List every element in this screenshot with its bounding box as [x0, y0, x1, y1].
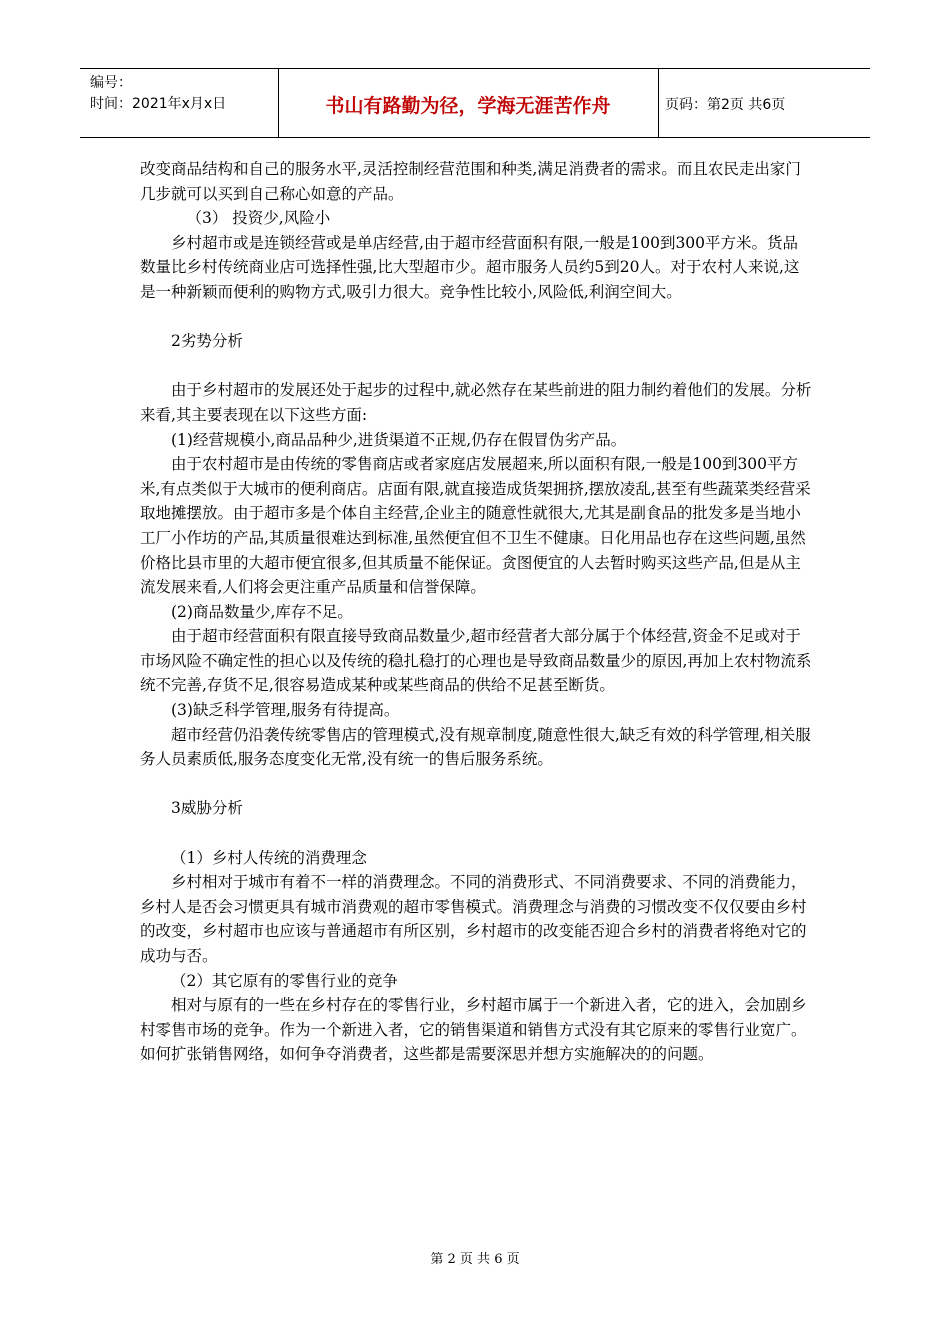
- page-header: [80, 68, 870, 138]
- paragraph-threat-1: 乡村相对于城市有着不一样的消费理念。不同的消费形式、不同消费要求、不同的消费能力，乡村人是否会习惯更具有城市消费观的超市零售模式。消费理念与消费的习惯改变不仅仅要由乡村的改变，乡村超市也应该与普通超市有所区别，乡村超市的改变能否迎合乡村的消费者将绝对它的成功与否。: [140, 873, 807, 965]
- document-body: [140, 157, 812, 1067]
- section-heading-threat: 3威胁分析: [171, 799, 243, 818]
- header-time-label: 时间：2021年x月x日: [90, 96, 227, 112]
- blank-line: [140, 821, 812, 846]
- paragraph-investment: 乡村超市或是连锁经营或是单店经营,由于超市经营面积有限,一般是100到300平方米。货品数量比乡村传统商业店可选择性强,比大型超市少。超市服务人员约5到20人。对于农村人来说,这是一种新颖而便利的购物方式,吸引力很大。竞争性比较小,风险低,利润空间大。: [140, 233, 800, 301]
- subheading-weakness-2: (2)商品数量少,库存不足。: [171, 602, 353, 621]
- paragraph-threat-2: 相对与原有的一些在乡村存在的零售行业，乡村超市属于一个新进入者，它的进入，会加剧乡村零售市场的竞争。作为一个新进入者，它的销售渠道和销售方式没有其它原来的零售行业宽广。如何扩张销售网络，如何争夺消费者，这些都是需要深思并想方实施解决的的问题。: [140, 996, 807, 1064]
- page-footer: 第 2 页 共 6 页: [430, 1252, 520, 1267]
- subheading-low-investment: （3） 投资少,风险小: [186, 209, 331, 228]
- paragraph-weakness-3: 超市经营仍沿袭传统零售店的管理模式,没有规章制度,随意性很大,缺乏有效的科学管理,相关服务人员素质低,服务态度变化无常,没有统一的售后服务系统。: [140, 725, 811, 769]
- header-motto: 书山有路勤为径，学海无涯苦作舟: [325, 95, 611, 117]
- subheading-weakness-3: (3)缺乏科学管理,服务有待提高。: [171, 701, 400, 720]
- header-page-info: 页码：第2页 共6页: [665, 97, 786, 113]
- section-heading-weakness: 2劣势分析: [171, 332, 243, 351]
- paragraph-weakness-intro: 由于乡村超市的发展还处于起步的过程中,就必然存在某些前进的阻力制约着他们的发展。分析来看,其主要表现在以下这些方面:: [140, 381, 812, 424]
- header-meta: [90, 73, 275, 115]
- subheading-threat-2: （2）其它原有的零售行业的竞争: [171, 971, 398, 990]
- paragraph-weakness-2: 由于超市经营面积有限直接导致商品数量少,超市经营者大部分属于个体经营,资金不足或对于市场风险不确定性的担心以及传统的稳扎稳打的心理也是导致商品数量少的原因,再加上农村物流系统不完善,存货不足,很容易造成某种或某些商品的供给不足甚至断货。: [140, 627, 812, 695]
- paragraph-continued: 改变商品结构和自己的服务水平,灵活控制经营范围和种类,满足消费者的需求。而且农民走出家门几步就可以买到自己称心如意的产品。: [140, 160, 801, 203]
- header-number-label: 编号：: [90, 75, 132, 91]
- header-divider-2: [658, 69, 659, 137]
- blank-line: [140, 354, 812, 379]
- subheading-weakness-1: (1)经营规模小,商品品种少,进货渠道不正规,仍存在假冒伪劣产品。: [171, 430, 627, 449]
- blank-line: [140, 772, 812, 797]
- paragraph-weakness-1: 由于农村超市是由传统的零售商店或者家庭店发展超来,所以面积有限,一般是100到300平方米,有点类似于大城市的便利商店。店面有限,就直接造成货架拥挤,摆放凌乱,甚至有些蔬菜类经营采取地摊摆放。由于超市多是个体自主经营,企业主的随意性就很大,尤其是副食品的批发多是当地小工厂小作坊的产品,其质量很难达到标准,虽然便宜但不卫生不健康。日化用品也存在这些问题,虽然价格比县市里的大超市便宜很多,但其质量不能保证。贪图便宜的人去暂时购买这些产品,但是从主流发展来看,人们将会更注重产品质量和信誉保障。: [140, 455, 811, 597]
- blank-line: [140, 305, 812, 330]
- subheading-threat-1: （1）乡村人传统的消费理念: [171, 848, 367, 867]
